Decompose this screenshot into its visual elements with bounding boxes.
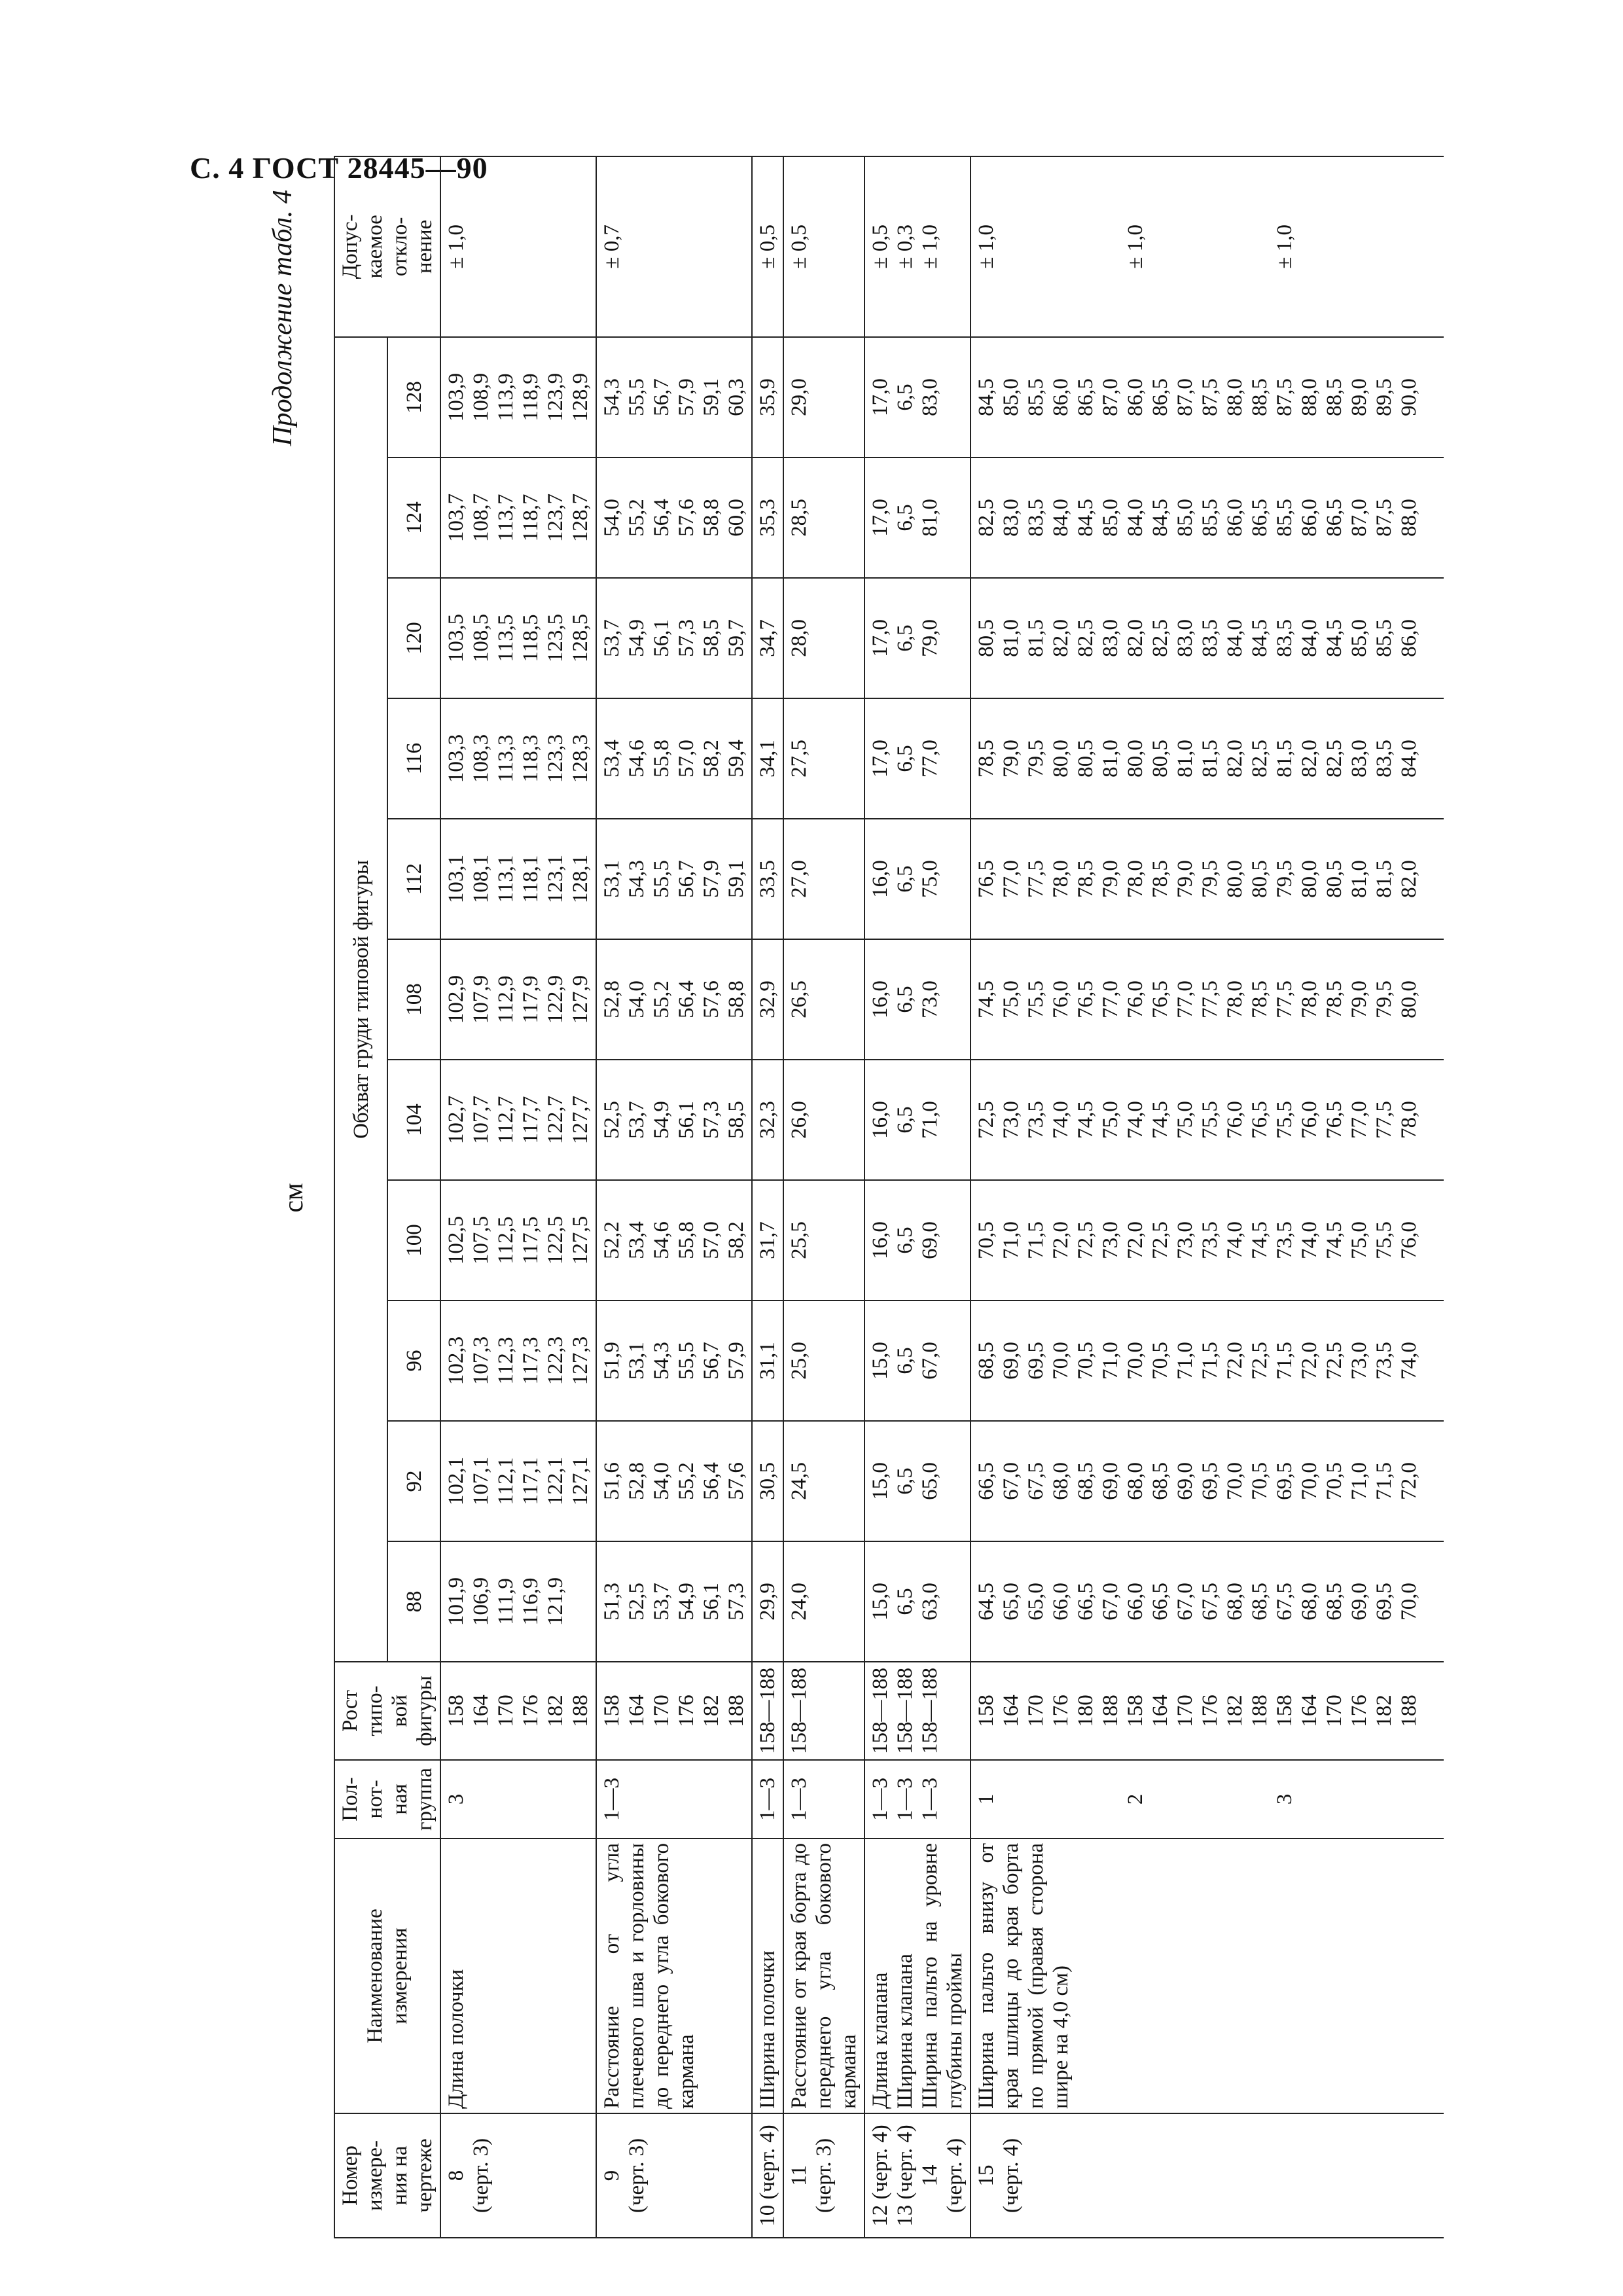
- size-value-cell: 78,5 79,0 79,5 80,0 80,5 81,0 80,0 80,5 81,0 81,5 82,0 82,5 81,5 82,0 82,5 83,0 83,5 84,0: [971, 698, 1424, 819]
- size-value-cell: 26,5: [783, 939, 865, 1060]
- size-value-cell: 82,5 83,0 83,5 84,0 84,5 85,0 84,0 84,5 85,0 85,5 86,0 86,5 85,5 86,0 86,5 87,0 87,5 88,0: [971, 457, 1424, 578]
- tolerance-cell: ± 0,5 ± 0,3 ± 1,0: [865, 156, 971, 337]
- header-number: Номер измере- ния на чертеже: [334, 2113, 440, 2238]
- size-value-cell: 84,5 85,0 85,5 86,0 86,5 87,0 86,0 86,5 87,0 87,5 88,0 88,5 87,5 88,0 88,5 89,0 89,5 90,0: [971, 337, 1424, 457]
- size-value-cell: 16,0 6,5 71,0: [865, 1060, 971, 1180]
- size-value-cell: 103,5 108,5 113,5 118,5 123,5 128,5: [440, 578, 596, 698]
- header-chest: Обхват груди типовой фигуры: [334, 337, 387, 1662]
- size-value-cell: 24,5: [783, 1421, 865, 1541]
- size-value-cell: 17,0 6,5 77,0: [865, 698, 971, 819]
- size-value-cell: 51,6 52,8 54,0 55,2 56,4 57,6: [596, 1421, 752, 1541]
- fullness-group: 1—3 1—3 1—3: [865, 1760, 971, 1839]
- size-value-cell: 70,5 71,0 71,5 72,0 72,5 73,0 72,0 72,5 73,0 73,5 74,0 74,5 73,5 74,0 74,5 75,0 75,5 76,0: [971, 1180, 1424, 1300]
- size-value-cell: 31,1: [752, 1300, 783, 1421]
- size-header: 128: [387, 337, 440, 457]
- table-row: [596, 156, 752, 2238]
- size-header: 108: [387, 939, 440, 1060]
- measure-number: 12 (черт. 4) 13 (черт. 4) 14 (черт. 4): [865, 2113, 971, 2238]
- size-value-cell: 25,0: [783, 1300, 865, 1421]
- size-value-cell: 52,5 53,7 54,9 56,1 57,3 58,5: [596, 1060, 752, 1180]
- tolerance-cell: ± 0,5: [752, 156, 783, 337]
- size-value-cell: 102,1 107,1 112,1 117,1 122,1 127,1: [440, 1421, 596, 1541]
- measure-number: 9 (черт. 3): [596, 2113, 752, 2238]
- size-value-cell: 34,7: [752, 578, 783, 698]
- size-header: 96: [387, 1300, 440, 1421]
- size-value-cell: 17,0 6,5 79,0: [865, 578, 971, 698]
- measure-number: 15 (черт. 4): [971, 2113, 1424, 2238]
- size-value-cell: 68,5 69,0 69,5 70,0 70,5 71,0 70,0 70,5 71,0 71,5 72,0 72,5 71,5 72,0 72,5 73,0 73,5 74,0: [971, 1300, 1424, 1421]
- table-row: [971, 156, 1424, 2238]
- size-value-cell: 102,7 107,7 112,7 117,7 122,7 127,7: [440, 1060, 596, 1180]
- tolerance-cell: ± 0,7: [596, 156, 752, 337]
- size-value-cell: 103,9 108,9 113,9 118,9 123,9 128,9: [440, 337, 596, 457]
- figure-height: 158 164 170 176 182 188: [440, 1662, 596, 1760]
- size-value-cell: 54,3 55,5 56,7 57,9 59,1 60,3: [596, 337, 752, 457]
- size-value-cell: 16,0 6,5 73,0: [865, 939, 971, 1060]
- tolerance-cell: ± 1,0: [440, 156, 596, 337]
- figure-height: 158—188 158—188 158—188: [865, 1662, 971, 1760]
- size-value-cell: 16,0 6,5 75,0: [865, 819, 971, 939]
- unit-label: см: [279, 1183, 309, 1213]
- size-value-cell: 30,5: [752, 1421, 783, 1541]
- size-value-cell: 15,0 6,5 67,0: [865, 1300, 971, 1421]
- size-value-cell: 27,0: [783, 819, 865, 939]
- size-value-cell: 76,5 77,0 77,5 78,0 78,5 79,0 78,0 78,5 79,0 79,5 80,0 80,5 79,5 80,0 80,5 81,0 81,5 82,0: [971, 819, 1424, 939]
- table-row: [783, 156, 865, 2238]
- size-value-cell: 103,1 108,1 113,1 118,1 123,1 128,1: [440, 819, 596, 939]
- size-value-cell: 52,2 53,4 54,6 55,8 57,0 58,2: [596, 1180, 752, 1300]
- header-group: Пол- нот- ная группа: [334, 1760, 440, 1839]
- measure-name: Ширина пальто внизу от края шлицы до края борта по прямой (правая сторона шире на 4,0 см): [971, 1839, 1424, 2113]
- size-value-cell: 17,0 6,5 81,0: [865, 457, 971, 578]
- size-header: 100: [387, 1180, 440, 1300]
- size-value-cell: 103,7 108,7 113,7 118,7 123,7 128,7: [440, 457, 596, 578]
- size-header: 88: [387, 1541, 440, 1662]
- size-value-cell: 51,9 53,1 54,3 55,5 56,7 57,9: [596, 1300, 752, 1421]
- size-value-cell: 102,5 107,5 112,5 117,5 122,5 127,5: [440, 1180, 596, 1300]
- table-row: [865, 156, 971, 2238]
- size-value-cell: 24,0: [783, 1541, 865, 1662]
- figure-height: 158 164 170 176 182 188: [596, 1662, 752, 1760]
- figure-height: 158—188: [752, 1662, 783, 1760]
- measure-name: Расстояние от края борта до переднего угла бокового кармана: [783, 1839, 865, 2113]
- table-row: [752, 156, 783, 2238]
- measure-number: 8 (черт. 3): [440, 2113, 596, 2238]
- size-value-cell: 72,5 73,0 73,5 74,0 74,5 75,0 74,0 74,5 75,0 75,5 76,0 76,5 75,5 76,0 76,5 77,0 77,5 78,0: [971, 1060, 1424, 1180]
- size-value-cell: 29,9: [752, 1541, 783, 1662]
- size-value-cell: 15,0 6,5 63,0: [865, 1541, 971, 1662]
- size-value-cell: 27,5: [783, 698, 865, 819]
- size-value-cell: 26,0: [783, 1060, 865, 1180]
- measure-name: Длина клапана Ширина клапана Ширина пальто на уровне глубины проймы: [865, 1839, 971, 2113]
- page-header: С. 4 ГОСТ 28445—90: [190, 151, 488, 185]
- size-value-cell: 53,1 54,3 55,5 56,7 57,9 59,1: [596, 819, 752, 939]
- figure-height: 158—188: [783, 1662, 865, 1760]
- size-value-cell: 102,3 107,3 112,3 117,3 122,3 127,3: [440, 1300, 596, 1421]
- measurements-table: [334, 156, 1444, 2238]
- size-value-cell: 66,5 67,0 67,5 68,0 68,5 69,0 68,0 68,5 69,0 69,5 70,0 70,5 69,5 70,0 70,5 71,0 71,5 72,0: [971, 1421, 1424, 1541]
- fullness-group: 1—3: [783, 1760, 865, 1839]
- size-value-cell: 15,0 6,5 65,0: [865, 1421, 971, 1541]
- size-value-cell: 17,0 6,5 83,0: [865, 337, 971, 457]
- size-value-cell: 32,3: [752, 1060, 783, 1180]
- tolerance-cell: ± 0,5: [783, 156, 865, 337]
- size-value-cell: 16,0 6,5 69,0: [865, 1180, 971, 1300]
- size-value-cell: 25,5: [783, 1180, 865, 1300]
- size-value-cell: 29,0: [783, 337, 865, 457]
- fullness-group: 1 2 3: [971, 1760, 1424, 1839]
- measure-number: 11 (черт. 3): [783, 2113, 865, 2238]
- size-value-cell: 80,5 81,0 81,5 82,0 82,5 83,0 82,0 82,5 83,0 83,5 84,0 84,5 83,5 84,0 84,5 85,0 85,5 86,0: [971, 578, 1424, 698]
- size-value-cell: 53,4 54,6 55,8 57,0 58,2 59,4: [596, 698, 752, 819]
- size-value-cell: 34,1: [752, 698, 783, 819]
- header-name: Наименование измерения: [334, 1839, 440, 2113]
- size-value-cell: 64,5 65,0 65,0 66,0 66,5 67,0 66,0 66,5 67,0 67,5 68,0 68,5 67,5 68,0 68,5 69,0 69,5 70,0: [971, 1541, 1424, 1662]
- fullness-group: 1—3: [752, 1760, 783, 1839]
- rotated-table-page: [262, 157, 1597, 2238]
- size-value-cell: 35,9: [752, 337, 783, 457]
- size-value-cell: 53,7 54,9 56,1 57,3 58,5 59,7: [596, 578, 752, 698]
- measure-name: Ширина полочки: [752, 1839, 783, 2113]
- header-height: Рост типо- вой фигуры: [334, 1662, 440, 1760]
- size-value-cell: 103,3 108,3 113,3 118,3 123,3 128,3: [440, 698, 596, 819]
- size-value-cell: 32,9: [752, 939, 783, 1060]
- figure-height: 158 164 170 176 180 188 158 164 170 176 182 188 158 164 170 176 182 188: [971, 1662, 1424, 1760]
- size-value-cell: 74,5 75,0 75,5 76,0 76,5 77,0 76,0 76,5 77,0 77,5 78,0 78,5 77,5 78,0 78,5 79,0 79,5 80,0: [971, 939, 1424, 1060]
- size-value-cell: 54,0 55,2 56,4 57,6 58,8 60,0: [596, 457, 752, 578]
- header-tolerance: Допус- каемое откло- нение: [334, 156, 440, 337]
- size-value-cell: 28,5: [783, 457, 865, 578]
- size-value-cell: 35,3: [752, 457, 783, 578]
- size-value-cell: 51,3 52,5 53,7 54,9 56,1 57,3: [596, 1541, 752, 1662]
- measure-name: Длина полочки: [440, 1839, 596, 2113]
- tolerance-cell: ± 1,0 ± 1,0 ± 1,0: [971, 156, 1424, 337]
- fullness-group: 3: [440, 1760, 596, 1839]
- measure-number: 10 (черт. 4): [752, 2113, 783, 2238]
- size-value-cell: 102,9 107,9 112,9 117,9 122,9 127,9: [440, 939, 596, 1060]
- size-value-cell: 33,5: [752, 819, 783, 939]
- table-row: [440, 156, 596, 2238]
- size-header: 112: [387, 819, 440, 939]
- size-value-cell: 31,7: [752, 1180, 783, 1300]
- size-header: 120: [387, 578, 440, 698]
- fullness-group: 1—3: [596, 1760, 752, 1839]
- size-header: 116: [387, 698, 440, 819]
- size-header: 92: [387, 1421, 440, 1541]
- size-header: 124: [387, 457, 440, 578]
- size-value-cell: 101,9 106,9 111,9 116,9 121,9: [440, 1541, 596, 1662]
- size-header: 104: [387, 1060, 440, 1180]
- table-continuation-caption: Продолжение табл. 4: [268, 190, 298, 446]
- size-value-cell: 52,8 54,0 55,2 56,4 57,6 58,8: [596, 939, 752, 1060]
- size-value-cell: 28,0: [783, 578, 865, 698]
- measure-name: Расстояние от угла плечевого шва и горловины до переднего угла бокового кармана: [596, 1839, 752, 2113]
